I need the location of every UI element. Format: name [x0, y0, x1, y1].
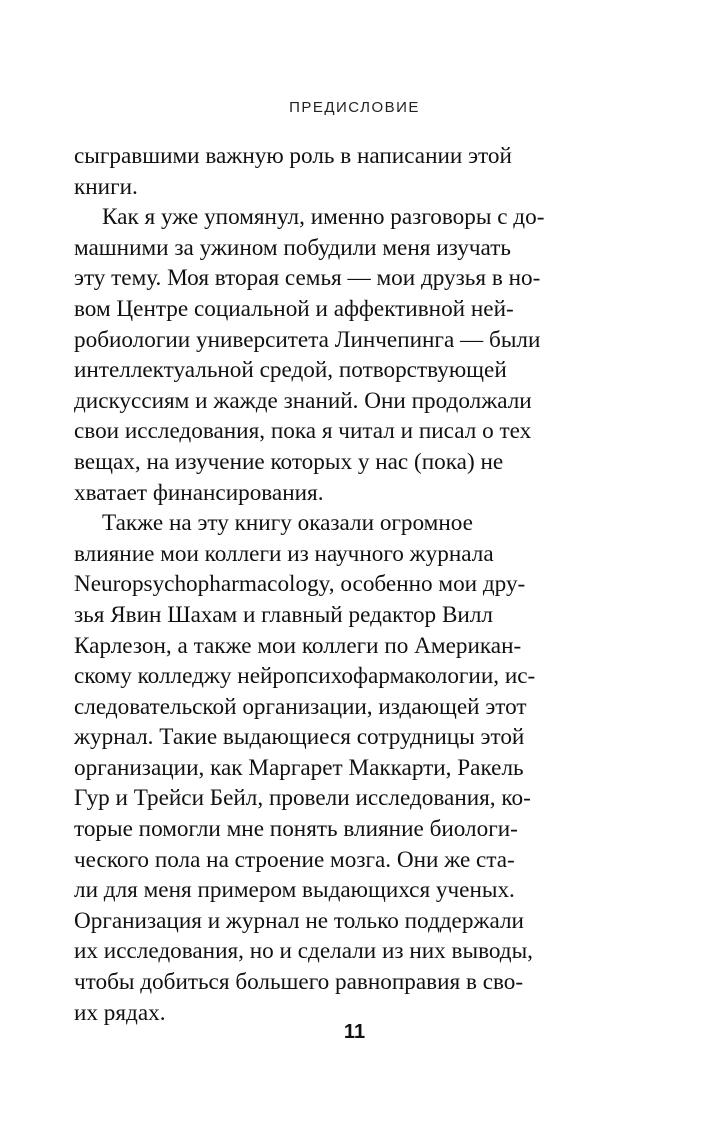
text-line: влияние мои коллеги из научного журнала — [74, 540, 494, 567]
paragraph — [74, 141, 629, 202]
text-line: ческого пола на строение мозга. Они же ста- — [74, 846, 515, 873]
text-line: ли для меня примером выдающихся ученых. — [74, 877, 515, 904]
text-line: Организация и журнал не только поддержали — [74, 907, 524, 934]
text-line: их рядах. — [74, 999, 166, 1026]
text-line: скому колледжу нейропсихофармакологии, ис- — [74, 663, 536, 690]
running-head: ПРЕДИСЛОВИЕ — [289, 99, 420, 116]
text-line: дискуссиям и жажде знаний. Они продолжали — [74, 387, 532, 414]
text-line: Карлезон, а также мои коллеги по Американ- — [74, 632, 522, 659]
text-line: машними за ужином побудили меня изучать — [74, 234, 511, 261]
text-line: зья Явин Шахам и главный редактор Вилл — [74, 601, 493, 628]
text-line: Как я уже упомянул, именно разговоры с до- — [102, 204, 545, 231]
text-line: Гур и Трейси Бейл, провели исследования, ко- — [74, 785, 531, 812]
text-line: следовательской организации, издающей этот — [74, 693, 527, 720]
text-line: книги. — [74, 173, 138, 200]
text-line: эту тему. Моя вторая семья — мои друзья в но- — [74, 265, 541, 292]
text-line: робиологии университета Линчепинга — были — [74, 326, 541, 353]
paragraph — [74, 508, 629, 1028]
page-number: 11 — [343, 1021, 366, 1043]
text-line: вещах, на изучение которых у нас (пока) не — [74, 448, 504, 475]
text-line: свои исследования, пока я читал и писал о тех — [74, 418, 532, 445]
text-line: сыгравшими важную роль в написании этой — [74, 143, 512, 169]
text-line: торые помогли мне понять влияние биологи- — [74, 816, 518, 843]
text-line: чтобы добиться большего равноправия в сво- — [74, 969, 524, 996]
text-line: журнал. Такие выдающиеся сотрудницы этой — [74, 724, 525, 751]
text-line: Neuropsychopharmacology, особенно мои дру- — [74, 571, 526, 598]
text-line: хватает финансирования. — [74, 479, 324, 506]
text-line: Также на эту книгу оказали огромное — [102, 510, 473, 537]
body-text — [74, 141, 629, 1028]
text-line: вом Центре социальной и аффективной ней- — [74, 295, 514, 322]
text-line: их исследования, но и сделали из них выводы, — [74, 938, 533, 965]
paragraph — [74, 202, 629, 508]
text-line: организации, как Маргарет Маккарти, Ракель — [74, 754, 524, 781]
text-line: интеллектуальной средой, потворствующей — [74, 357, 507, 384]
